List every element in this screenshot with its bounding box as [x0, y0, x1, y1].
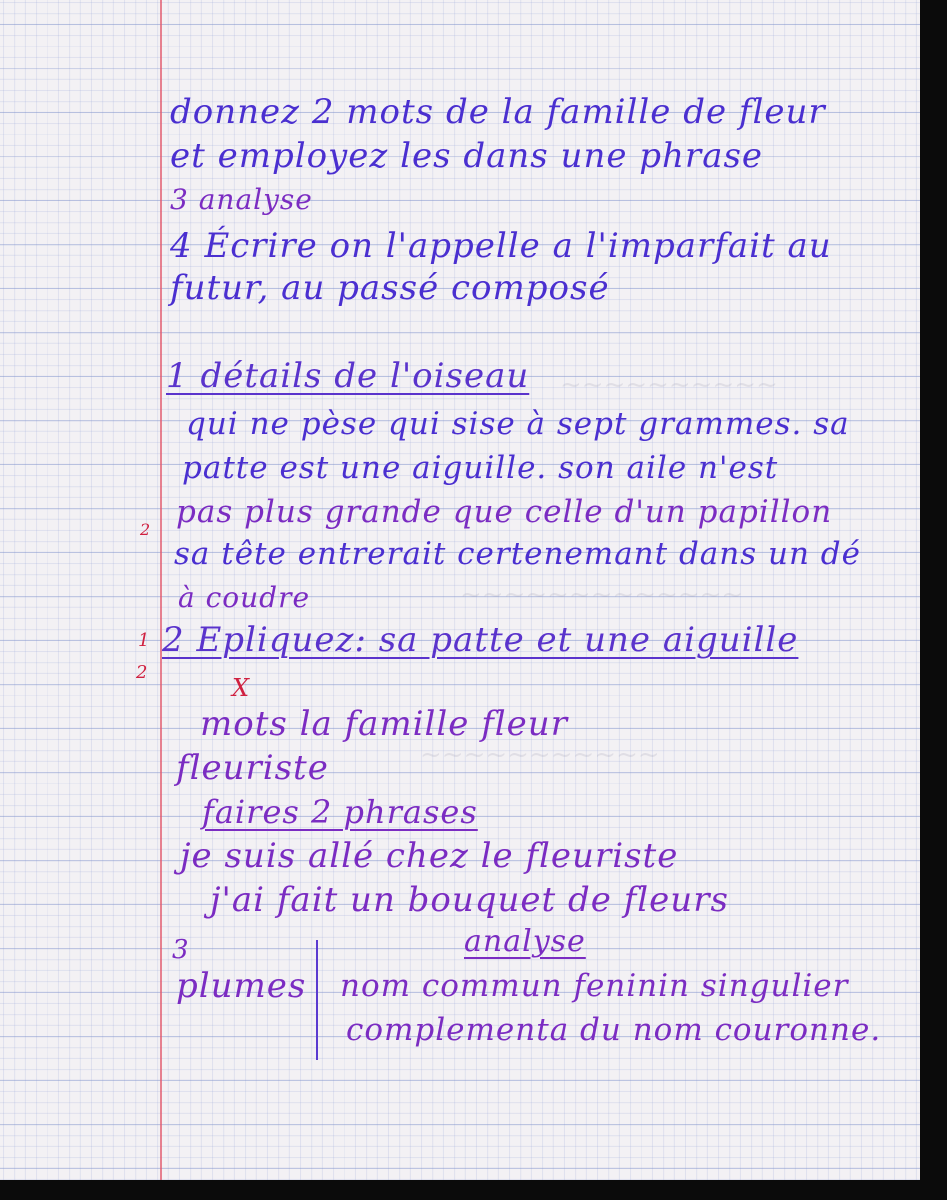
line-8: patte est une aiguille. son aile n'est — [182, 450, 779, 486]
line-3: 3 analyse — [170, 183, 313, 216]
show-through-smudge: ~~~~~~~~~~~ — [420, 740, 660, 770]
line-20: complementa du nom couronne. — [346, 1012, 882, 1048]
line-2: et employez les dans une phrase — [170, 136, 764, 176]
line-9: pas plus grande que celle d'un papillon — [176, 494, 833, 530]
heading-faires-phrases: faires 2 phrases — [202, 793, 478, 831]
margin-line — [160, 0, 162, 1180]
heading-analyse: analyse — [464, 924, 586, 959]
line-11: à coudre — [178, 581, 311, 614]
line-14: fleuriste — [176, 748, 329, 788]
margin-score-mark: 2 — [140, 520, 151, 539]
margin-score-mark: 2 — [136, 662, 148, 683]
line-1: donnez 2 mots de la famille de fleur — [170, 92, 826, 132]
section-number-3: 3 — [172, 935, 190, 965]
analysis-divider — [316, 940, 318, 1060]
show-through-smudge: ~~~~~~~~~~~~~ — [460, 580, 744, 610]
line-7: qui ne pèse qui sise à sept grammes. sa — [186, 406, 850, 442]
show-through-smudge: ~~~~~~~~~~ — [560, 370, 778, 400]
line-10: sa tête entrerait certenemant dans un dé — [174, 536, 861, 572]
line-13: mots la famille fleur — [200, 704, 568, 744]
line-17: j'ai fait un bouquet de fleurs — [210, 880, 729, 920]
correction-cross: X — [232, 674, 250, 702]
heading-details-oiseau: 1 détails de l'oiseau — [166, 356, 530, 396]
heading-expliquez: 2 Epliquez: sa patte et une aiguille — [162, 620, 799, 660]
word-plumes: plumes — [176, 966, 307, 1006]
line-5: futur, au passé composé — [170, 268, 610, 308]
margin-score-mark: 1 — [138, 630, 150, 651]
line-16: je suis allé chez le fleuriste — [180, 836, 679, 876]
line-19: nom commun feninin singulier — [340, 968, 849, 1004]
line-4: 4 Écrire on l'appelle a l'imparfait au — [170, 226, 832, 266]
